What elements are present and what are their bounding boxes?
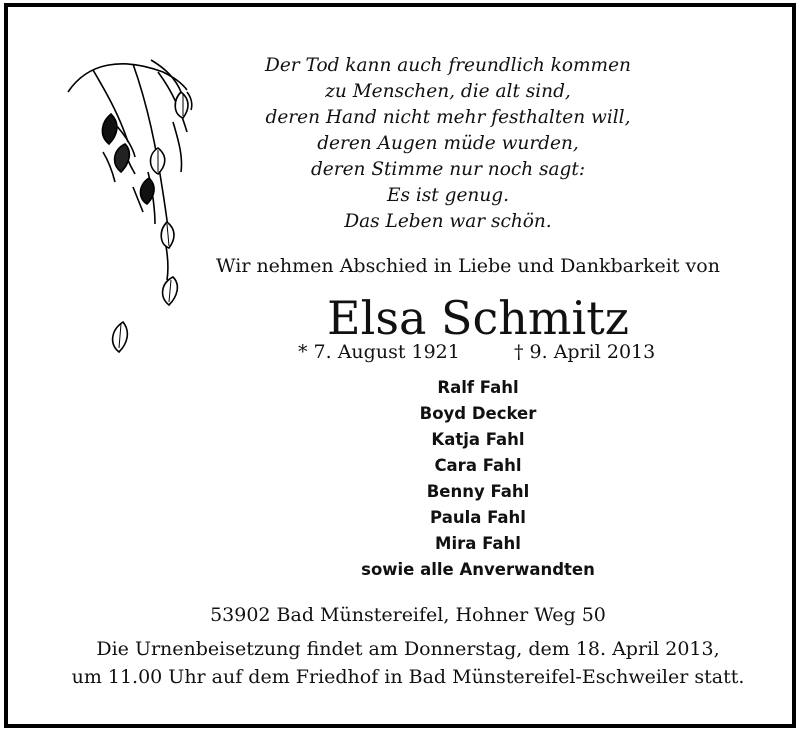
poem-line: deren Stimme nur noch sagt: (310, 159, 586, 180)
family-member: Katja Fahl (431, 430, 525, 449)
poem-line: Das Leben war schön. (344, 211, 552, 232)
burial-line: um 11.00 Uhr auf dem Friedhof in Bad Münstereifel-Eschweiler statt. (71, 666, 745, 688)
farewell-intro: Wir nehmen Abschied in Liebe und Dankbarkeit von (216, 255, 720, 277)
birth-date: * 7. August 1921 (298, 341, 460, 363)
poem-line: deren Hand nicht mehr festhalten will, (265, 107, 631, 128)
deceased-name: Elsa Schmitz (327, 291, 629, 345)
family-member: Benny Fahl (426, 482, 530, 501)
poem-line: deren Augen müde wurden, (317, 133, 579, 154)
address: 53902 Bad Münstereifel, Hohner Weg 50 (210, 604, 606, 626)
poem (228, 53, 668, 235)
poem-line: Es ist genug. (387, 185, 509, 206)
birch-branch-icon (63, 52, 213, 382)
burial-line: Die Urnenbeisetzung findet am Donnerstag, dem 18. April 2013, (96, 638, 720, 660)
family-member: Boyd Decker (419, 404, 537, 423)
burial-info (48, 635, 768, 691)
family-member: Mira Fahl (435, 534, 521, 553)
poem-line: Der Tod kann auch freundlich kommen (265, 55, 631, 76)
family-member: Ralf Fahl (437, 378, 519, 397)
family-relatives: sowie alle Anverwandten (361, 560, 595, 579)
obituary-notice (4, 3, 796, 728)
family-member: Cara Fahl (434, 456, 522, 475)
family-list (328, 375, 628, 583)
family-member: Paula Fahl (430, 508, 526, 527)
death-date: † 9. April 2013 (514, 341, 656, 363)
poem-line: zu Menschen, die alt sind, (325, 81, 571, 102)
